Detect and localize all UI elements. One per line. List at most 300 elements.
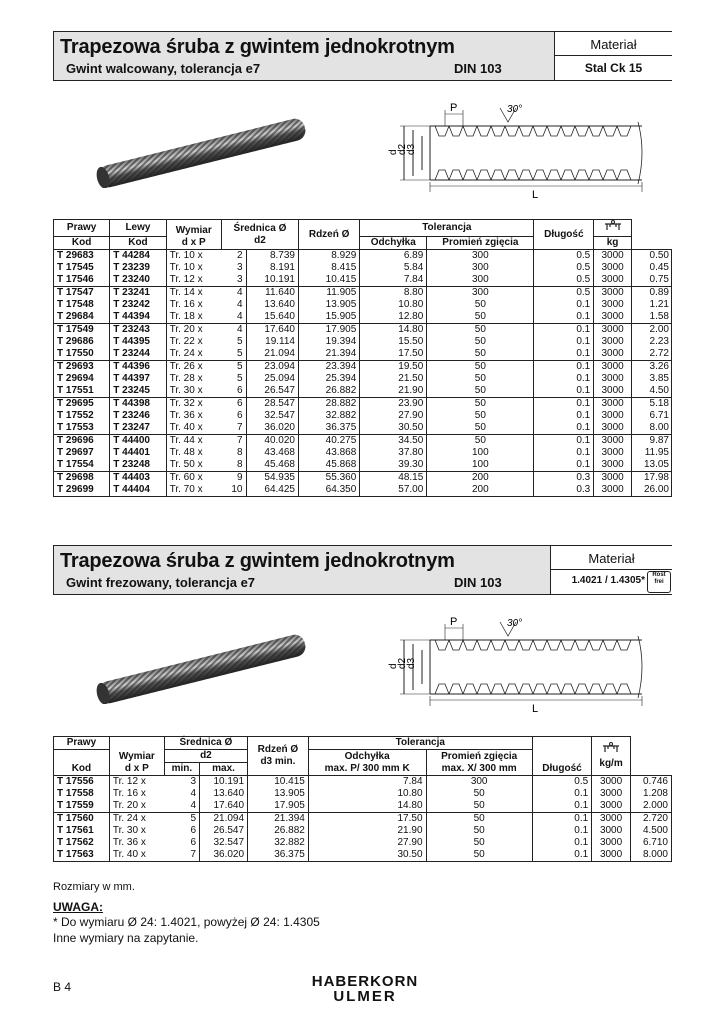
table-cell: 17.640 xyxy=(200,800,248,813)
table-cell: 0.1 xyxy=(534,447,594,459)
table-cell: 28.882 xyxy=(298,398,359,411)
table-cell: T 29695 xyxy=(54,398,110,411)
table-cell: T 23242 xyxy=(110,299,166,311)
table-cell: 50 xyxy=(427,311,534,324)
table-cell: 300 xyxy=(427,262,534,274)
table-cell: 19.114 xyxy=(246,336,298,348)
t2-col-dxp: d x P xyxy=(124,763,149,774)
diagram-l-label: L xyxy=(532,189,539,201)
col-kod-prawy: Kod xyxy=(54,237,110,250)
col-kod-lewy: Kod xyxy=(110,237,166,250)
table-cell: 21.094 xyxy=(200,813,248,826)
table-cell: 3.26 xyxy=(631,361,671,374)
table-row xyxy=(54,385,672,398)
table-cell: Tr. 20 x xyxy=(166,324,221,337)
table-cell: 3000 xyxy=(592,788,631,800)
table-cell: Tr. 36 x xyxy=(166,410,221,422)
table-row xyxy=(54,813,672,826)
table-cell: 54.935 xyxy=(246,472,298,485)
table-cell: T 17556 xyxy=(54,776,110,789)
t2-col-odchylka-sub: max. P/ 300 mm K xyxy=(324,762,410,774)
table-cell: 0.5 xyxy=(534,262,594,274)
table-cell: 300 xyxy=(427,250,534,263)
table-cell: 3000 xyxy=(594,435,632,448)
table-cell: Tr. 60 x xyxy=(166,472,221,485)
table-cell: 21.90 xyxy=(308,825,426,837)
table-cell: 40.020 xyxy=(246,435,298,448)
t2-col-promien: Promień zgięcia xyxy=(441,750,518,762)
table-row xyxy=(54,788,672,800)
table-cell: 26.547 xyxy=(246,385,298,398)
t2-col-srednica: Średnica Ø xyxy=(164,737,247,750)
table-cell: 3000 xyxy=(592,813,631,826)
table-cell: 7 xyxy=(221,435,246,448)
table-cell: T 23240 xyxy=(110,274,166,287)
thread-dimension-diagram xyxy=(380,100,650,205)
table-cell: 200 xyxy=(427,472,534,485)
table-cell: 7.84 xyxy=(308,776,426,789)
table-cell: T 29686 xyxy=(54,336,110,348)
table-cell: 26.882 xyxy=(248,825,309,837)
table-cell: 64.425 xyxy=(246,484,298,497)
section2-material-value: 1.4021 / 1.4305* xyxy=(571,575,645,586)
table-cell: 0.5 xyxy=(532,776,591,789)
table-cell: 21.394 xyxy=(248,813,309,826)
section1-title: Trapezowa śruba z gwintem jednokrotnym xyxy=(60,36,455,58)
table-cell: 0.5 xyxy=(534,250,594,263)
table-cell: T 29684 xyxy=(54,311,110,324)
table-cell: T 17548 xyxy=(54,299,110,311)
table-cell: 8.80 xyxy=(360,287,427,300)
table-row xyxy=(54,410,672,422)
weight-icon-2 xyxy=(595,742,627,758)
thread-dimension-diagram-2 xyxy=(380,614,650,719)
table-cell: 36.020 xyxy=(246,422,298,435)
table-cell: 23.094 xyxy=(246,361,298,374)
table-cell: 11.905 xyxy=(298,287,359,300)
table-cell: 3000 xyxy=(592,837,631,849)
diagram2-d3-label: d3 xyxy=(406,657,417,669)
table-row xyxy=(54,849,672,862)
table-cell: 5 xyxy=(221,348,246,361)
t2-col-kod: Kod xyxy=(54,750,110,776)
table-cell: 0.1 xyxy=(532,788,591,800)
table-cell: Tr. 20 x xyxy=(109,800,164,813)
table-cell: T 44403 xyxy=(110,472,166,485)
table-cell: 45.468 xyxy=(246,459,298,472)
t2-col-d3min: d3 min. xyxy=(260,756,296,767)
rost-frei-badge: Rost frei xyxy=(647,571,671,593)
table-cell: T 17546 xyxy=(54,274,110,287)
table-cell: 10.415 xyxy=(248,776,309,789)
table-cell: 17.50 xyxy=(308,813,426,826)
table-cell: T 17547 xyxy=(54,287,110,300)
table-cell: 0.50 xyxy=(631,250,671,263)
t2-col-tolerancja: Tolerancja xyxy=(308,737,532,750)
table-cell: T 17553 xyxy=(54,422,110,435)
table-row xyxy=(54,324,672,337)
table-cell: 25.394 xyxy=(298,373,359,385)
col-odchylka: Odchyłka xyxy=(360,237,427,250)
table-cell: 0.1 xyxy=(534,299,594,311)
table-cell: 10.191 xyxy=(200,776,248,789)
table-cell: 200 xyxy=(427,484,534,497)
col-d2: d2 xyxy=(254,234,266,246)
table-cell: T 17549 xyxy=(54,324,110,337)
table-cell: 3000 xyxy=(594,336,632,348)
table-cell: Tr. 36 x xyxy=(109,837,164,849)
table-cell: 6 xyxy=(164,837,199,849)
table-cell: 19.394 xyxy=(298,336,359,348)
table-cell: Tr. 10 x xyxy=(166,250,221,263)
table-cell: 0.1 xyxy=(534,459,594,472)
table-cell: T 17551 xyxy=(54,385,110,398)
table-cell: Tr. 10 x xyxy=(166,262,221,274)
table-cell: 12.80 xyxy=(360,311,427,324)
table-cell: T 17558 xyxy=(54,788,110,800)
table-cell: 21.50 xyxy=(360,373,427,385)
table-cell: 6.710 xyxy=(630,837,671,849)
table-row xyxy=(54,472,672,485)
table-cell: 10 xyxy=(221,484,246,497)
table-cell: Tr. 16 x xyxy=(109,788,164,800)
table-cell: 14.80 xyxy=(308,800,426,813)
table-row xyxy=(54,837,672,849)
table-cell: Tr. 40 x xyxy=(109,849,164,862)
table-cell: 30.50 xyxy=(308,849,426,862)
table-cell: Tr. 44 x xyxy=(166,435,221,448)
table-cell: 3000 xyxy=(594,348,632,361)
table-cell: 50 xyxy=(427,373,534,385)
table-cell: 3000 xyxy=(594,459,632,472)
table-cell: 50 xyxy=(426,849,532,862)
table-cell: T 44284 xyxy=(110,250,166,263)
table-cell: 3000 xyxy=(594,422,632,435)
table-cell: 36.375 xyxy=(248,849,309,862)
diagram2-d-label: d xyxy=(388,663,399,669)
table-cell: 10.415 xyxy=(298,274,359,287)
table-cell: 4.500 xyxy=(630,825,671,837)
table-cell: 5.18 xyxy=(631,398,671,411)
section1-material-value: Stal Ck 15 xyxy=(584,61,643,75)
table-cell: 13.640 xyxy=(246,299,298,311)
diagram-p-label: P xyxy=(450,102,458,114)
table-cell: 100 xyxy=(427,447,534,459)
table-cell: 50 xyxy=(427,398,534,411)
table-cell: 50 xyxy=(427,361,534,374)
table-cell: 3000 xyxy=(594,324,632,337)
table-cell: 0.1 xyxy=(534,348,594,361)
table-cell: 2.720 xyxy=(630,813,671,826)
table-cell: 3.85 xyxy=(631,373,671,385)
table-cell: 0.45 xyxy=(631,262,671,274)
table-cell: T 17545 xyxy=(54,262,110,274)
table-cell: 50 xyxy=(426,788,532,800)
table-cell: T 17552 xyxy=(54,410,110,422)
t2-col-odchylka: Odchyłka xyxy=(344,750,390,762)
table-cell: 26.00 xyxy=(631,484,671,497)
table-cell: 0.3 xyxy=(534,472,594,485)
table-cell: 50 xyxy=(427,435,534,448)
t2-col-min: min. xyxy=(164,763,199,776)
section1-standard: DIN 103 xyxy=(454,61,502,76)
table-cell: 2.000 xyxy=(630,800,671,813)
table-cell: T 17550 xyxy=(54,348,110,361)
table-cell: 6.71 xyxy=(631,410,671,422)
section2-material-label: Materiał xyxy=(551,549,672,570)
table-cell: T 17559 xyxy=(54,800,110,813)
table-cell: 0.1 xyxy=(534,311,594,324)
table-cell: 14.80 xyxy=(360,324,427,337)
table-cell: 3000 xyxy=(594,311,632,324)
table-row xyxy=(54,250,672,263)
table-cell: 3000 xyxy=(594,447,632,459)
diagram2-angle-label: 30° xyxy=(507,618,523,629)
table-cell: T 17560 xyxy=(54,813,110,826)
table-cell: 3000 xyxy=(592,776,631,789)
t2-col-promien-sub: max. X/ 300 mm xyxy=(441,762,517,774)
table-cell: T 17561 xyxy=(54,825,110,837)
rolled-thread-table xyxy=(53,219,672,497)
table-cell: 11.95 xyxy=(631,447,671,459)
table-cell: 17.640 xyxy=(246,324,298,337)
table-cell: 3000 xyxy=(594,398,632,411)
table-cell: 8.415 xyxy=(298,262,359,274)
col-wymiar: Wymiar xyxy=(175,225,212,236)
table-cell: 6 xyxy=(164,825,199,837)
table-cell: 4 xyxy=(164,800,199,813)
table-cell: 15.640 xyxy=(246,311,298,324)
table-cell: 15.50 xyxy=(360,336,427,348)
table-cell: 1.208 xyxy=(630,788,671,800)
table-cell: 7.84 xyxy=(360,274,427,287)
threaded-rod-image-2 xyxy=(92,634,312,704)
table-row xyxy=(54,373,672,385)
table-cell: 3000 xyxy=(594,299,632,311)
table-cell: 300 xyxy=(426,776,532,789)
uwaga-heading: UWAGA: xyxy=(53,900,103,914)
table-cell: 11.640 xyxy=(246,287,298,300)
table-cell: 5 xyxy=(221,336,246,348)
table-cell: T 17562 xyxy=(54,837,110,849)
table-cell: 3000 xyxy=(594,472,632,485)
diagram2-p-label: P xyxy=(450,616,458,628)
table-cell: 2.72 xyxy=(631,348,671,361)
table-cell: T 44398 xyxy=(110,398,166,411)
table-cell: 3000 xyxy=(592,825,631,837)
table-cell: 3 xyxy=(221,262,246,274)
table-cell: 17.50 xyxy=(360,348,427,361)
brand-name-1: HABERKORN xyxy=(311,973,419,990)
table-cell: 5 xyxy=(221,373,246,385)
table-cell: 48.15 xyxy=(360,472,427,485)
table-cell: 8.929 xyxy=(298,250,359,263)
table-cell: 28.547 xyxy=(246,398,298,411)
sizes-note: Rozmiary w mm. xyxy=(53,881,135,893)
table-cell: 0.1 xyxy=(532,849,591,862)
table-cell: Tr. 50 x xyxy=(166,459,221,472)
t2-col-kgm: kg/m xyxy=(599,758,623,769)
table-cell: 5 xyxy=(221,361,246,374)
table-cell: 6 xyxy=(221,385,246,398)
table-cell: T 23247 xyxy=(110,422,166,435)
table-cell: 50 xyxy=(427,324,534,337)
table-cell: 0.1 xyxy=(534,398,594,411)
col-kg: kg xyxy=(594,237,632,250)
table-cell: 32.882 xyxy=(248,837,309,849)
table-cell: T 17563 xyxy=(54,849,110,862)
table-cell: 0.1 xyxy=(534,336,594,348)
table-cell: T 29698 xyxy=(54,472,110,485)
table-cell: T 23244 xyxy=(110,348,166,361)
table-cell: 0.1 xyxy=(534,324,594,337)
table-row xyxy=(54,398,672,411)
table-cell: 4 xyxy=(164,788,199,800)
table-row xyxy=(54,311,672,324)
table-cell: Tr. 40 x xyxy=(166,422,221,435)
threaded-rod-image xyxy=(92,118,312,188)
col-rdzen: Rdzeń Ø xyxy=(298,220,359,250)
section1-subtitle: Gwint walcowany, tolerancja e7 xyxy=(66,61,261,76)
table-cell: T 23243 xyxy=(110,324,166,337)
note-line-1: * Do wymiaru Ø 24: 1.4021, powyżej Ø 24: 1.4305 xyxy=(53,915,320,929)
table-cell: 50 xyxy=(426,837,532,849)
table-cell: Tr. 48 x xyxy=(166,447,221,459)
table-row xyxy=(54,274,672,287)
table-row xyxy=(54,435,672,448)
table-cell: 50 xyxy=(427,422,534,435)
table-cell: 50 xyxy=(427,299,534,311)
table-cell: T 44395 xyxy=(110,336,166,348)
table-cell: Tr. 24 x xyxy=(166,348,221,361)
table-cell: 50 xyxy=(427,385,534,398)
table-cell: 0.1 xyxy=(534,435,594,448)
table-row xyxy=(54,484,672,497)
table-cell: 45.868 xyxy=(298,459,359,472)
col-dlugosc: Długość xyxy=(534,220,594,250)
table-cell: 2.23 xyxy=(631,336,671,348)
note-line-2: Inne wymiary na zapytanie. xyxy=(53,931,199,945)
table-cell: Tr. 30 x xyxy=(166,385,221,398)
table-cell: 23.90 xyxy=(360,398,427,411)
table-cell: 50 xyxy=(427,336,534,348)
table-cell: 5.84 xyxy=(360,262,427,274)
table-cell: 10.80 xyxy=(360,299,427,311)
table-cell: 3000 xyxy=(594,410,632,422)
table-row xyxy=(54,361,672,374)
col-promien: Promień zgięcia xyxy=(427,237,534,250)
table-cell: Tr. 12 x xyxy=(109,776,164,789)
table-cell: 3000 xyxy=(594,484,632,497)
table-cell: 50 xyxy=(426,813,532,826)
table-cell: T 44401 xyxy=(110,447,166,459)
table-cell: 43.868 xyxy=(298,447,359,459)
table-cell: 36.375 xyxy=(298,422,359,435)
section1-material-label: Materiał xyxy=(555,35,672,56)
table-cell: T 44400 xyxy=(110,435,166,448)
table-cell: 3000 xyxy=(594,373,632,385)
table-cell: Tr. 24 x xyxy=(109,813,164,826)
table-cell: 13.905 xyxy=(248,788,309,800)
table-cell: 0.1 xyxy=(532,813,591,826)
table-cell: T 23246 xyxy=(110,410,166,422)
table-cell: 13.640 xyxy=(200,788,248,800)
table-cell: 1.58 xyxy=(631,311,671,324)
table-cell: Tr. 70 x xyxy=(166,484,221,497)
table-cell: 27.90 xyxy=(308,837,426,849)
section2-subtitle: Gwint frezowany, tolerancja e7 xyxy=(66,575,256,590)
col-dxp: d x P xyxy=(181,237,206,248)
t2-col-wymiar: Wymiar xyxy=(118,751,155,762)
table-cell: 3000 xyxy=(594,385,632,398)
table-cell: 4 xyxy=(221,324,246,337)
table-cell: 34.50 xyxy=(360,435,427,448)
table-cell: T 23245 xyxy=(110,385,166,398)
milled-thread-table xyxy=(53,736,672,862)
table-cell: 0.75 xyxy=(631,274,671,287)
t2-col-prawy: Prawy xyxy=(54,737,110,750)
t2-col-dlugosc: Długość xyxy=(532,737,591,776)
table-cell: Tr. 28 x xyxy=(166,373,221,385)
table-cell: Tr. 22 x xyxy=(166,336,221,348)
t2-col-d2: d2 xyxy=(164,750,247,763)
table-row xyxy=(54,825,672,837)
table-cell: 100 xyxy=(427,459,534,472)
brand-name-2: ULMER xyxy=(333,988,397,1005)
table-cell: 50 xyxy=(427,348,534,361)
table-cell: 0.5 xyxy=(534,274,594,287)
t2-col-rdzen: Rdzeń Ø xyxy=(257,744,299,755)
table-row xyxy=(54,348,672,361)
table-cell: 21.90 xyxy=(360,385,427,398)
table-cell: 64.350 xyxy=(298,484,359,497)
table-cell: T 29696 xyxy=(54,435,110,448)
diagram2-d2-label: d2 xyxy=(397,657,408,669)
table-cell: 19.50 xyxy=(360,361,427,374)
table-cell: 0.1 xyxy=(532,837,591,849)
table-cell: Tr. 16 x xyxy=(166,299,221,311)
table-cell: 3000 xyxy=(594,262,632,274)
table-cell: 8 xyxy=(221,459,246,472)
table-cell: 15.905 xyxy=(298,311,359,324)
section2-standard: DIN 103 xyxy=(454,575,502,590)
brand-logo xyxy=(300,974,430,1004)
table-cell: 17.905 xyxy=(298,324,359,337)
table-cell: 9.87 xyxy=(631,435,671,448)
table-cell: T 44396 xyxy=(110,361,166,374)
table-cell: T 23248 xyxy=(110,459,166,472)
col-tolerancja: Tolerancja xyxy=(360,220,534,237)
table-row xyxy=(54,447,672,459)
diagram2-l-label: L xyxy=(532,703,539,715)
table-cell: 0.1 xyxy=(532,825,591,837)
diagram-d3-label: d3 xyxy=(406,143,417,155)
table-cell: 57.00 xyxy=(360,484,427,497)
section2-header xyxy=(53,545,672,595)
table-cell: 9 xyxy=(221,472,246,485)
table-cell: 0.1 xyxy=(534,410,594,422)
table-cell: 50 xyxy=(426,800,532,813)
table-cell: 3 xyxy=(164,776,199,789)
section2-title: Trapezowa śruba z gwintem jednokrotnym xyxy=(60,550,455,572)
table-cell: 32.547 xyxy=(246,410,298,422)
table-cell: 21.094 xyxy=(246,348,298,361)
table-cell: 0.1 xyxy=(534,422,594,435)
table-cell: Tr. 26 x xyxy=(166,361,221,374)
col-srednica: Średnica Ø xyxy=(233,222,287,234)
table-cell: 6 xyxy=(221,410,246,422)
table-row xyxy=(54,459,672,472)
